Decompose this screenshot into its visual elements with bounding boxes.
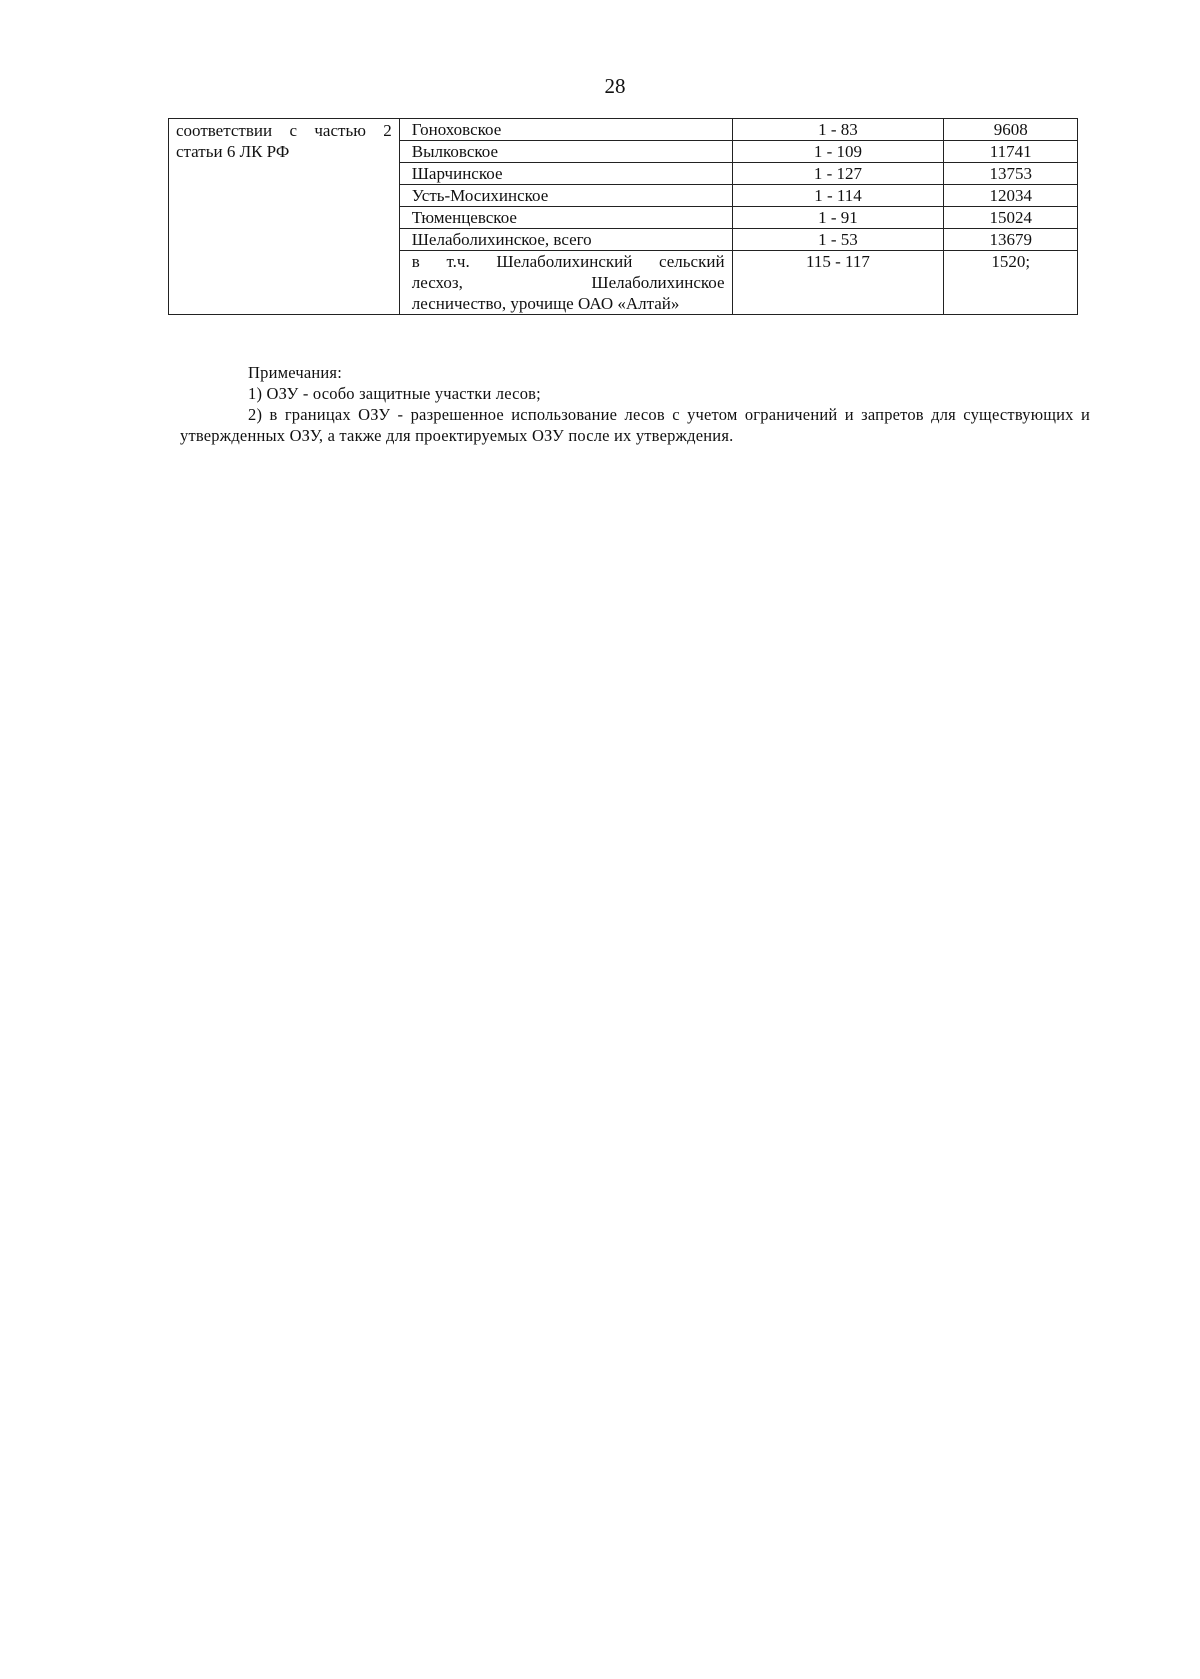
forestry-name-cell: Шарчинское: [399, 163, 732, 185]
table-row: [169, 119, 1078, 141]
forestry-name-line: лесхоз, Шелаболихинское: [411, 273, 725, 292]
forestry-name-line: лесничество, урочище ОАО «Алтай»: [411, 294, 680, 313]
forestry-name-cell: Усть-Мосихинское: [399, 185, 732, 207]
forestry-name-cell: Гоноховское: [399, 119, 732, 141]
quarters-cell: 1 - 127: [732, 163, 944, 185]
forestry-name-cell: Тюменцевское: [399, 207, 732, 229]
quarters-cell: 1 - 114: [732, 185, 944, 207]
area-cell: 11741: [944, 141, 1078, 163]
forestry-name-cell: Шелаболихинское, всего: [399, 229, 732, 251]
note-item: 1) ОЗУ - особо защитные участки лесов;: [248, 384, 541, 403]
quarters-cell: 1 - 91: [732, 207, 944, 229]
forest-areas-table: [168, 118, 1078, 315]
quarters-cell: 115 - 117: [732, 251, 944, 315]
area-cell: 13679: [944, 229, 1078, 251]
notes-heading: Примечания:: [248, 363, 343, 382]
forestry-name-line: в т.ч. Шелаболихинский сельский: [411, 252, 725, 271]
quarters-cell: 1 - 109: [732, 141, 944, 163]
area-cell: 12034: [944, 185, 1078, 207]
quarters-cell: 1 - 53: [732, 229, 944, 251]
area-cell: 15024: [944, 207, 1078, 229]
legal-basis-cell: соответствии с частью 2 статьи 6 ЛК РФ: [169, 119, 400, 315]
note-item: 2) в границах ОЗУ - разрешенное использование лесов с учетом ограничений и запретов для существующих и утвержденных ОЗУ, а также для проектируемых ОЗУ после их утверждения.: [180, 405, 1090, 445]
forestry-name-cell: Вылковское: [399, 141, 732, 163]
area-cell: 9608: [944, 119, 1078, 141]
quarters-cell: 1 - 83: [732, 119, 944, 141]
forestry-name-cell: [399, 251, 732, 315]
page-number: 28: [604, 74, 626, 98]
notes-section: [180, 362, 1090, 446]
area-cell: 13753: [944, 163, 1078, 185]
area-cell: 1520;: [944, 251, 1078, 315]
